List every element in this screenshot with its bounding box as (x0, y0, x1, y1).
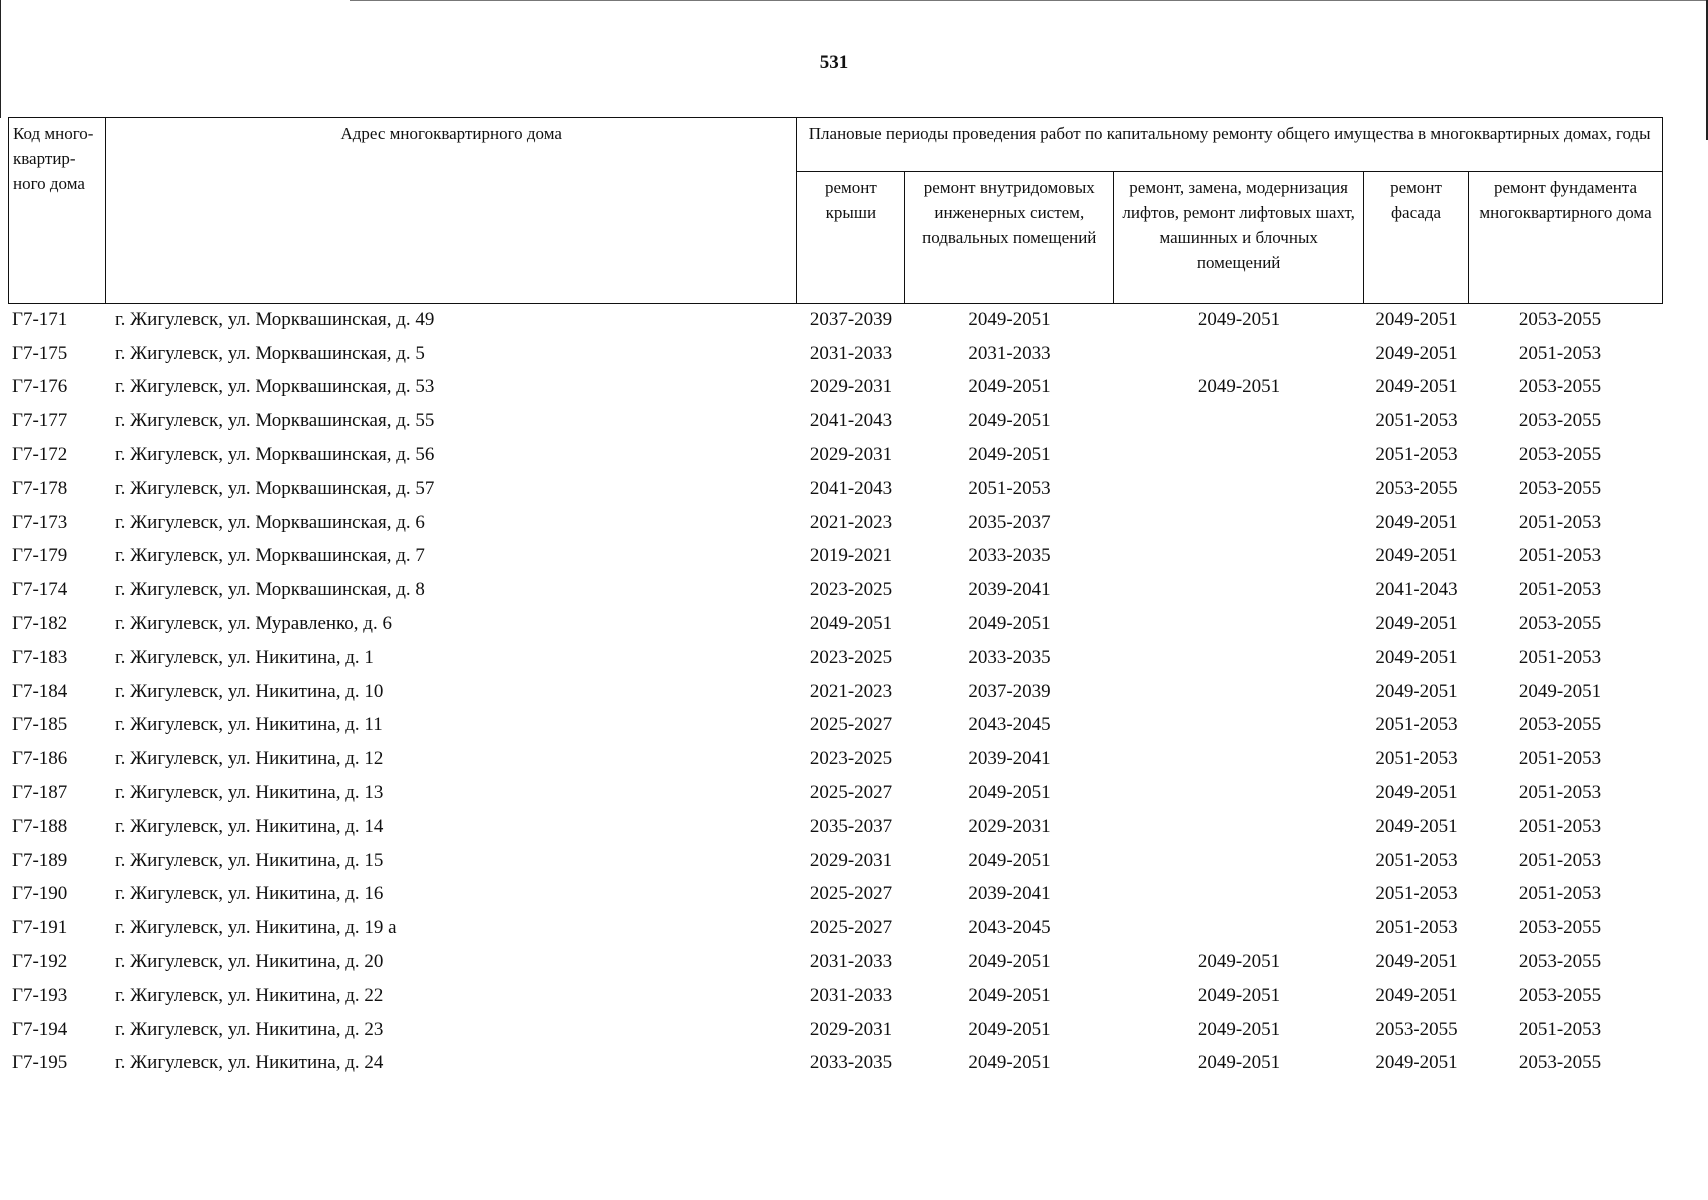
cell-engineering: 2029-2031 (968, 815, 1051, 837)
table-row (8, 709, 1663, 743)
table-row (8, 945, 1663, 979)
cell-foundation: 2051-2053 (1518, 815, 1602, 837)
cell-engineering: 2049-2051 (968, 308, 1051, 330)
header-engineering: ремонт внутридомовых инженерных систем, подвальных помещений (905, 172, 1114, 304)
cell-engineering: 2049-2051 (968, 782, 1051, 804)
cell-code: Г7-184 (12, 680, 68, 702)
cell-roof: 2031-2033 (809, 984, 893, 1006)
cell-engineering: 2049-2051 (968, 410, 1051, 432)
table-row (8, 472, 1663, 506)
table-row (8, 878, 1663, 912)
cell-address: г. Жигулевск, ул. Никитина, д. 1 (115, 646, 374, 668)
header-foundation: ремонт фундамента многоквартирного дома (1469, 172, 1663, 304)
cell-foundation: 2051-2053 (1518, 579, 1602, 601)
cell-code: Г7-176 (12, 376, 68, 398)
cell-address: г. Жигулевск, ул. Морквашинская, д. 55 (115, 410, 435, 432)
cell-roof: 2023-2025 (809, 748, 893, 770)
cell-code: Г7-187 (12, 782, 68, 804)
cell-address: г. Жигулевск, ул. Никитина, д. 23 (115, 1018, 384, 1040)
cell-code: Г7-195 (12, 1052, 68, 1074)
cell-address: г. Жигулевск, ул. Никитина, д. 12 (115, 748, 384, 770)
cell-lifts: 2049-2051 (1197, 1052, 1281, 1074)
cell-foundation: 2051-2053 (1518, 342, 1602, 364)
cell-roof: 2025-2027 (809, 782, 893, 804)
cell-foundation: 2053-2055 (1518, 1052, 1602, 1074)
cell-address: г. Жигулевск, ул. Морквашинская, д. 6 (115, 511, 425, 533)
cell-address: г. Жигулевск, ул. Морквашинская, д. 56 (115, 444, 435, 466)
cell-engineering: 2043-2045 (968, 714, 1051, 736)
cell-engineering: 2049-2051 (968, 984, 1051, 1006)
cell-roof: 2025-2027 (809, 917, 893, 939)
cell-roof: 2025-2027 (809, 883, 893, 905)
cell-facade: 2049-2051 (1375, 680, 1458, 702)
cell-foundation: 2049-2051 (1518, 680, 1602, 702)
cell-roof: 2031-2033 (809, 342, 893, 364)
cell-facade: 2049-2051 (1375, 376, 1458, 398)
cell-engineering: 2049-2051 (968, 951, 1051, 973)
cell-address: г. Жигулевск, ул. Морквашинская, д. 8 (115, 579, 425, 601)
table-row (8, 675, 1663, 709)
cell-foundation: 2053-2055 (1518, 444, 1602, 466)
cell-foundation: 2053-2055 (1518, 376, 1602, 398)
cell-engineering: 2039-2041 (968, 883, 1051, 905)
table-row (8, 742, 1663, 776)
cell-facade: 2051-2053 (1375, 714, 1458, 736)
cell-facade: 2049-2051 (1375, 342, 1458, 364)
table-row (8, 844, 1663, 878)
cell-code: Г7-178 (12, 477, 68, 499)
cell-lifts: 2049-2051 (1197, 308, 1281, 330)
cell-code: Г7-179 (12, 545, 68, 567)
table-row (8, 810, 1663, 844)
cell-address: г. Жигулевск, ул. Морквашинская, д. 5 (115, 342, 425, 364)
page-number: 531 (819, 52, 849, 73)
cell-engineering: 2049-2051 (968, 613, 1051, 635)
cell-roof: 2037-2039 (809, 308, 893, 330)
table-row (8, 540, 1663, 574)
header-lifts: ремонт, замена, модернизация лифтов, ремонт лифтовых шахт, машинных и блочных помещений (1114, 172, 1364, 304)
table-row (8, 438, 1663, 472)
cell-facade: 2049-2051 (1375, 782, 1458, 804)
table-row (8, 641, 1663, 675)
cell-facade: 2051-2053 (1375, 444, 1458, 466)
cell-foundation: 2051-2053 (1518, 849, 1602, 871)
cell-engineering: 2031-2033 (968, 342, 1051, 364)
cell-lifts: 2049-2051 (1197, 376, 1281, 398)
cell-engineering: 2049-2051 (968, 849, 1051, 871)
cell-facade: 2049-2051 (1375, 613, 1458, 635)
cell-code: Г7-172 (12, 444, 68, 466)
cell-address: г. Жигулевск, ул. Никитина, д. 11 (115, 714, 383, 736)
cell-foundation: 2051-2053 (1518, 883, 1602, 905)
cell-roof: 2025-2027 (809, 714, 893, 736)
cell-foundation: 2051-2053 (1518, 511, 1602, 533)
table-row (8, 1047, 1663, 1081)
cell-code: Г7-183 (12, 646, 68, 668)
cell-facade: 2051-2053 (1375, 410, 1458, 432)
cell-facade: 2049-2051 (1375, 511, 1458, 533)
cell-foundation: 2053-2055 (1518, 308, 1602, 330)
cell-roof: 2023-2025 (809, 646, 893, 668)
cell-code: Г7-174 (12, 579, 68, 601)
cell-address: г. Жигулевск, ул. Никитина, д. 19 а (115, 917, 397, 939)
cell-facade: 2049-2051 (1375, 646, 1458, 668)
cell-facade: 2051-2053 (1375, 748, 1458, 770)
cell-engineering: 2049-2051 (968, 1052, 1051, 1074)
cell-foundation: 2053-2055 (1518, 477, 1602, 499)
table-row (8, 506, 1663, 540)
cell-roof: 2029-2031 (809, 1018, 893, 1040)
cell-code: Г7-186 (12, 748, 68, 770)
cell-address: г. Жигулевск, ул. Никитина, д. 22 (115, 984, 384, 1006)
cell-foundation: 2051-2053 (1518, 1018, 1602, 1040)
scan-top-edge (350, 0, 1708, 1)
cell-code: Г7-192 (12, 951, 68, 973)
table-row (8, 404, 1663, 438)
cell-address: г. Жигулевск, ул. Никитина, д. 20 (115, 951, 384, 973)
cell-engineering: 2051-2053 (968, 477, 1051, 499)
table-row (8, 911, 1663, 945)
cell-engineering: 2049-2051 (968, 1018, 1051, 1040)
cell-foundation: 2053-2055 (1518, 714, 1602, 736)
cell-address: г. Жигулевск, ул. Никитина, д. 24 (115, 1052, 384, 1074)
cell-facade: 2051-2053 (1375, 849, 1458, 871)
cell-engineering: 2049-2051 (968, 376, 1051, 398)
cell-foundation: 2053-2055 (1518, 984, 1602, 1006)
cell-lifts: 2049-2051 (1197, 984, 1281, 1006)
cell-engineering: 2039-2041 (968, 579, 1051, 601)
cell-roof: 2049-2051 (809, 613, 893, 635)
cell-code: Г7-190 (12, 883, 68, 905)
cell-foundation: 2053-2055 (1518, 917, 1602, 939)
cell-facade: 2049-2051 (1375, 545, 1458, 567)
cell-lifts: 2049-2051 (1197, 951, 1281, 973)
cell-facade: 2053-2055 (1375, 1018, 1458, 1040)
cell-code: Г7-185 (12, 714, 68, 736)
cell-foundation: 2053-2055 (1518, 951, 1602, 973)
cell-address: г. Жигулевск, ул. Морквашинская, д. 53 (115, 376, 435, 398)
table-row (8, 1013, 1663, 1047)
cell-facade: 2041-2043 (1375, 579, 1458, 601)
cell-code: Г7-188 (12, 815, 68, 837)
cell-foundation: 2051-2053 (1518, 748, 1602, 770)
cell-code: Г7-189 (12, 849, 68, 871)
cell-engineering: 2049-2051 (968, 444, 1051, 466)
table-row (8, 776, 1663, 810)
cell-roof: 2041-2043 (809, 410, 893, 432)
cell-roof: 2029-2031 (809, 849, 893, 871)
cell-engineering: 2033-2035 (968, 545, 1051, 567)
cell-roof: 2035-2037 (809, 815, 893, 837)
table-row (8, 607, 1663, 641)
cell-engineering: 2033-2035 (968, 646, 1051, 668)
cell-facade: 2049-2051 (1375, 815, 1458, 837)
cell-roof: 2031-2033 (809, 951, 893, 973)
table-header (8, 117, 1663, 304)
cell-address: г. Жигулевск, ул. Морквашинская, д. 57 (115, 477, 435, 499)
cell-roof: 2029-2031 (809, 376, 893, 398)
cell-address: г. Жигулевск, ул. Никитина, д. 15 (115, 849, 384, 871)
cell-roof: 2033-2035 (809, 1052, 893, 1074)
cell-facade: 2051-2053 (1375, 883, 1458, 905)
cell-code: Г7-173 (12, 511, 68, 533)
cell-address: г. Жигулевск, ул. Никитина, д. 16 (115, 883, 384, 905)
cell-facade: 2049-2051 (1375, 308, 1458, 330)
cell-engineering: 2035-2037 (968, 511, 1051, 533)
header-periods: Плановые периоды проведения работ по капитальному ремонту общего имущества в многоквартирных домах, годы (797, 118, 1663, 172)
cell-engineering: 2043-2045 (968, 917, 1051, 939)
cell-lifts: 2049-2051 (1197, 1018, 1281, 1040)
cell-foundation: 2053-2055 (1518, 410, 1602, 432)
cell-code: Г7-175 (12, 342, 68, 364)
cell-roof: 2041-2043 (809, 477, 893, 499)
cell-engineering: 2039-2041 (968, 748, 1051, 770)
cell-facade: 2049-2051 (1375, 1052, 1458, 1074)
cell-foundation: 2051-2053 (1518, 782, 1602, 804)
table-row (8, 303, 1663, 337)
table-row (8, 979, 1663, 1013)
cell-roof: 2021-2023 (809, 680, 893, 702)
cell-address: г. Жигулевск, ул. Морквашинская, д. 7 (115, 545, 425, 567)
table-row (8, 573, 1663, 607)
table-body (8, 303, 1663, 1080)
cell-facade: 2049-2051 (1375, 951, 1458, 973)
table-row (8, 371, 1663, 405)
cell-address: г. Жигулевск, ул. Муравленко, д. 6 (115, 613, 392, 635)
header-roof: ремонт крыши (797, 172, 905, 304)
cell-code: Г7-194 (12, 1018, 68, 1040)
cell-code: Г7-171 (12, 308, 68, 330)
cell-address: г. Жигулевск, ул. Никитина, д. 13 (115, 782, 384, 804)
cell-roof: 2019-2021 (809, 545, 893, 567)
cell-facade: 2053-2055 (1375, 477, 1458, 499)
cell-roof: 2029-2031 (809, 444, 893, 466)
cell-facade: 2049-2051 (1375, 984, 1458, 1006)
cell-foundation: 2053-2055 (1518, 613, 1602, 635)
cell-foundation: 2051-2053 (1518, 545, 1602, 567)
cell-foundation: 2051-2053 (1518, 646, 1602, 668)
cell-engineering: 2037-2039 (968, 680, 1051, 702)
table-row (8, 337, 1663, 371)
header-facade: ремонт фасада (1364, 172, 1469, 304)
cell-facade: 2051-2053 (1375, 917, 1458, 939)
cell-roof: 2023-2025 (809, 579, 893, 601)
cell-code: Г7-191 (12, 917, 68, 939)
cell-code: Г7-182 (12, 613, 68, 635)
header-address: Адрес многоквартирного дома (105, 118, 796, 304)
cell-code: Г7-193 (12, 984, 68, 1006)
header-code: Код много-квартир-ного дома (9, 118, 106, 304)
cell-address: г. Жигулевск, ул. Морквашинская, д. 49 (115, 308, 435, 330)
cell-code: Г7-177 (12, 410, 68, 432)
cell-address: г. Жигулевск, ул. Никитина, д. 10 (115, 680, 384, 702)
cell-roof: 2021-2023 (809, 511, 893, 533)
cell-address: г. Жигулевск, ул. Никитина, д. 14 (115, 815, 384, 837)
